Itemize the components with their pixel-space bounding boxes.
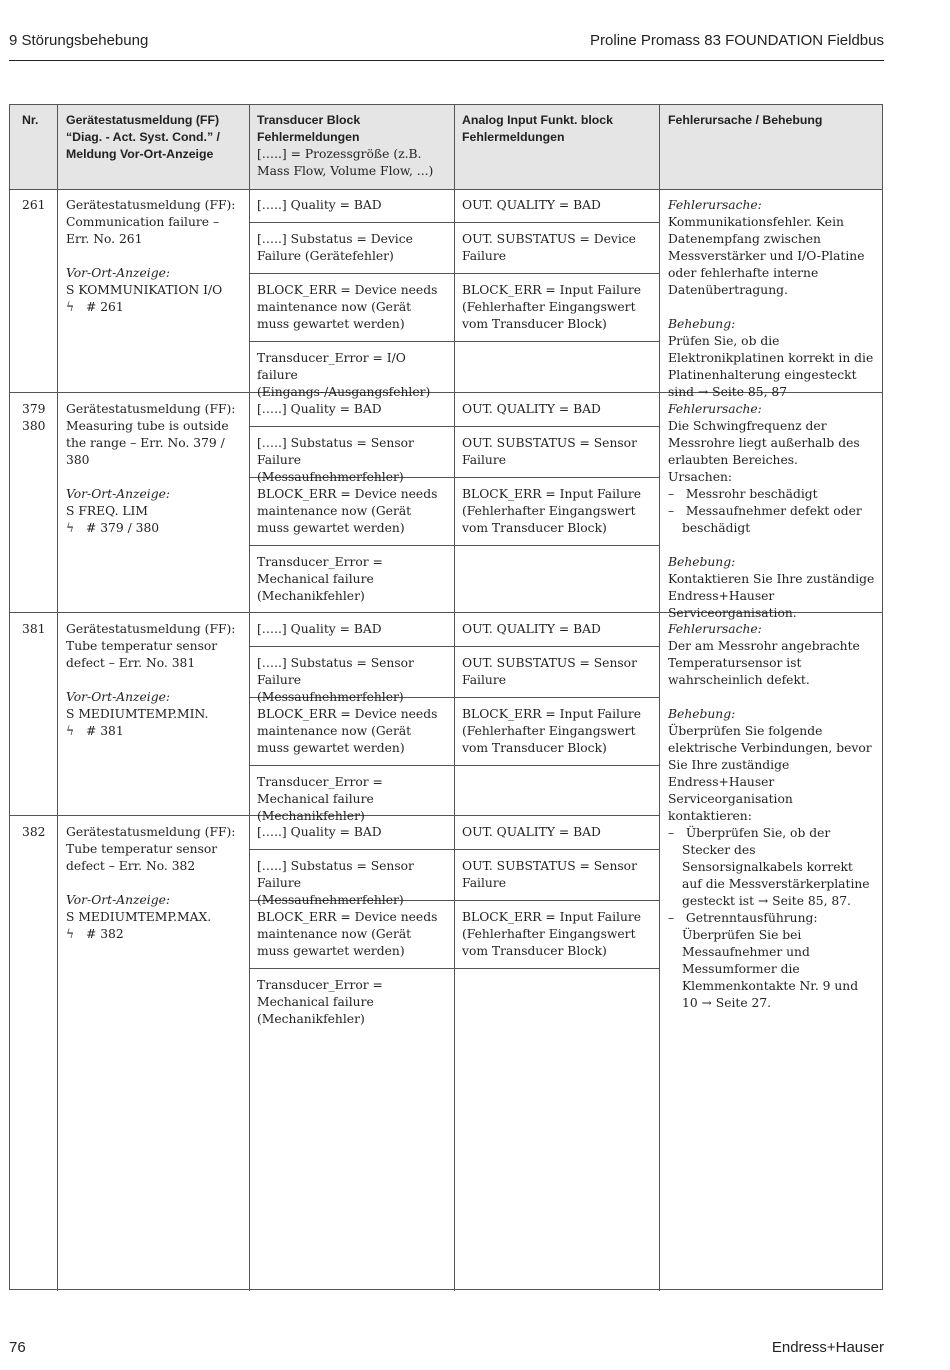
tb-cell: Transducer_Error = Mechanical failure (Mechanikfehler) [257, 775, 383, 823]
subrow-divider [249, 765, 660, 766]
fix-text: Prüfen Sie, ob die Elektronikplatinen korrekt in die Platinenhalterung eingesteckt sind → Seite 85, 87 [668, 334, 874, 399]
tb-cell: Transducer_Error = Mechanical failure (Mechanikfehler) [257, 978, 383, 1026]
ai-cell: OUT. QUALITY = BAD [462, 825, 601, 839]
tb-cell: BLOCK_ERR = Device needs maintenance now (Gerät muss gewartet werden) [257, 487, 438, 535]
local-display-message: S MEDIUMTEMP.MIN. [66, 707, 209, 721]
device-status-text: Gerätestatusmeldung (FF): Measuring tube is outside the range – Err. No. 379 / 380 [66, 402, 236, 467]
header-transducer [257, 112, 447, 180]
local-display-code: # 381 [86, 724, 124, 738]
device-status-cell [66, 621, 244, 740]
footer-brand: Endress+Hauser [771, 1339, 884, 1356]
cause-fix-cell [668, 401, 876, 622]
ai-cell: OUT. SUBSTATUS = Sensor Failure [462, 656, 637, 687]
lightning-icon: ϟ [66, 521, 75, 535]
tb-cell: […..] Substatus = Device Failure (Gerätefehler) [257, 232, 413, 263]
local-display-code: # 261 [86, 300, 124, 314]
device-status-text: Gerätestatusmeldung (FF): Tube temperatur sensor defect – Err. No. 382 [66, 825, 236, 873]
ai-cell: OUT. QUALITY = BAD [462, 402, 601, 416]
error-number: 381 [22, 622, 46, 636]
error-table [9, 104, 883, 1290]
device-status-text: Gerätestatusmeldung (FF): Communication failure – Err. No. 261 [66, 198, 236, 246]
tb-cell: […..] Quality = BAD [257, 402, 382, 416]
cause-text: Kommunikationsfehler. Kein Datenempfang zwischen Messverstärker und I/O-Platine oder fehlerhafte interne Datenübertragung. [668, 215, 865, 297]
running-header-chapter: 9 Störungsbehebung [9, 32, 149, 49]
header-transducer-title: Transducer Block Fehlermeldungen [257, 113, 361, 144]
fix-label: Behebung: [668, 555, 736, 569]
ai-cell: OUT. SUBSTATUS = Device Failure [462, 232, 636, 263]
lightning-icon: ϟ [66, 724, 75, 738]
lightning-icon: ϟ [66, 927, 75, 941]
col-divider [659, 105, 660, 1291]
header-status-line: Meldung Vor-Ort-Anzeige [66, 147, 214, 161]
ai-cell: OUT. QUALITY = BAD [462, 198, 601, 212]
col-divider [249, 105, 250, 1291]
fix-text: Kontaktieren Sie Ihre zuständige Endress+Hauser Serviceorganisation. [668, 572, 875, 620]
tb-cell: BLOCK_ERR = Device needs maintenance now (Gerät muss gewartet werden) [257, 910, 438, 958]
error-number: 261 [22, 198, 46, 212]
cause-fix-cell [668, 621, 876, 1012]
subrow-divider [249, 222, 660, 223]
tb-cell: […..] Substatus = Sensor Failure (Messaufnehmerfehler) [257, 859, 414, 907]
tb-cell: […..] Quality = BAD [257, 198, 382, 212]
local-display-label: Vor-Ort-Anzeige: [66, 893, 171, 907]
local-display-label: Vor-Ort-Anzeige: [66, 266, 171, 280]
ai-cell: BLOCK_ERR = Input Failure (Fehlerhafter Eingangswert vom Transducer Block) [462, 283, 642, 331]
subrow-divider [249, 426, 660, 427]
ai-cell: BLOCK_ERR = Input Failure (Fehlerhafter Eingangswert vom Transducer Block) [462, 487, 642, 535]
fix-text: Überprüfen Sie folgende elektrische Verbindungen, bevor Sie Ihre zuständige Endress+Hauser Serviceorganisation kontaktieren: [668, 724, 872, 823]
header-cause-fix: Fehlerursache / Behebung [668, 113, 823, 127]
header-rule [9, 60, 884, 61]
local-display-label: Vor-Ort-Anzeige: [66, 690, 171, 704]
cause-label: Fehlerursache: [668, 402, 762, 416]
ai-cell: BLOCK_ERR = Input Failure (Fehlerhafter Eingangswert vom Transducer Block) [462, 910, 642, 958]
local-display-code: # 379 / 380 [86, 521, 160, 535]
subrow-divider [249, 849, 660, 850]
cause-text: Der am Messrohr angebrachte Temperatursensor ist wahrscheinlich defekt. [668, 639, 860, 687]
fix-list-item: – Getrenntausführung: Überprüfen Sie bei Messaufnehmer und Messumformer die Klemmenkontakte Nr. 9 und 10 → Seite 27. [668, 911, 859, 1010]
cause-list-item: – Messrohr beschädigt [668, 487, 818, 501]
local-display-label: Vor-Ort-Anzeige: [66, 487, 171, 501]
ai-cell: BLOCK_ERR = Input Failure (Fehlerhafter Eingangswert vom Transducer Block) [462, 707, 642, 755]
cause-subheading: Ursachen: [668, 470, 733, 484]
tb-cell: […..] Quality = BAD [257, 622, 382, 636]
ai-cell: OUT. SUBSTATUS = Sensor Failure [462, 859, 637, 890]
local-display-code: # 382 [86, 927, 124, 941]
device-status-cell [66, 197, 244, 316]
cause-list-item: – Messaufnehmer defekt oder beschädigt [668, 504, 862, 535]
lightning-icon: ϟ [66, 300, 75, 314]
subrow-divider [249, 968, 660, 969]
header-analog-input: Analog Input Funkt. block Fehlermeldungen [462, 113, 613, 144]
page-number: 76 [9, 1339, 26, 1356]
running-header-title: Proline Promass 83 FOUNDATION Fieldbus [590, 32, 884, 49]
subrow-divider [249, 545, 660, 546]
tb-cell: Transducer_Error = I/O failure (Eingangs-/Ausgangsfehler) [257, 351, 431, 399]
device-status-cell [66, 824, 244, 943]
cause-label: Fehlerursache: [668, 198, 762, 212]
cause-fix-cell [668, 197, 876, 401]
header-nr: Nr. [22, 113, 39, 127]
col-divider [454, 105, 455, 1291]
header-status-line: “Diag. - Act. Syst. Cond.” / [66, 130, 220, 144]
tb-cell: Transducer_Error = Mechanical failure (Mechanikfehler) [257, 555, 383, 603]
tb-cell: […..] Substatus = Sensor Failure (Messaufnehmerfehler) [257, 436, 414, 484]
ai-cell: OUT. SUBSTATUS = Sensor Failure [462, 436, 637, 467]
fix-label: Behebung: [668, 707, 736, 721]
error-number: 379 380 [22, 402, 46, 433]
header-transducer-note: […..] = Prozessgröße (z.B. Mass Flow, Volume Flow, ...) [257, 147, 434, 178]
device-status-text: Gerätestatusmeldung (FF): Tube temperatur sensor defect – Err. No. 381 [66, 622, 236, 670]
cause-text: Die Schwingfrequenz der Messrohre liegt außerhalb des erlaubten Bereiches. [668, 419, 860, 467]
header-status-line: Gerätestatusmeldung (FF) [66, 113, 220, 127]
tb-cell: […..] Substatus = Sensor Failure (Messaufnehmerfehler) [257, 656, 414, 704]
device-status-cell [66, 401, 244, 537]
header-status [66, 112, 246, 163]
fix-list-item: – Überprüfen Sie, ob der Stecker des Sensorsignalkabels korrekt auf die Messverstärkerplatine gesteckt ist → Seite 85, 87. [668, 826, 870, 908]
tb-cell: […..] Quality = BAD [257, 825, 382, 839]
tb-cell: BLOCK_ERR = Device needs maintenance now (Gerät muss gewartet werden) [257, 283, 438, 331]
subrow-divider [249, 341, 660, 342]
local-display-message: S KOMMUNIKATION I/O [66, 283, 223, 297]
row-divider [10, 189, 882, 190]
col-divider [57, 105, 58, 1291]
fix-label: Behebung: [668, 317, 736, 331]
local-display-message: S FREQ. LIM [66, 504, 149, 518]
ai-cell: OUT. QUALITY = BAD [462, 622, 601, 636]
cause-label: Fehlerursache: [668, 622, 762, 636]
subrow-divider [249, 646, 660, 647]
local-display-message: S MEDIUMTEMP.MAX. [66, 910, 212, 924]
tb-cell: BLOCK_ERR = Device needs maintenance now (Gerät muss gewartet werden) [257, 707, 438, 755]
error-number: 382 [22, 825, 46, 839]
subrow-divider [249, 273, 660, 274]
